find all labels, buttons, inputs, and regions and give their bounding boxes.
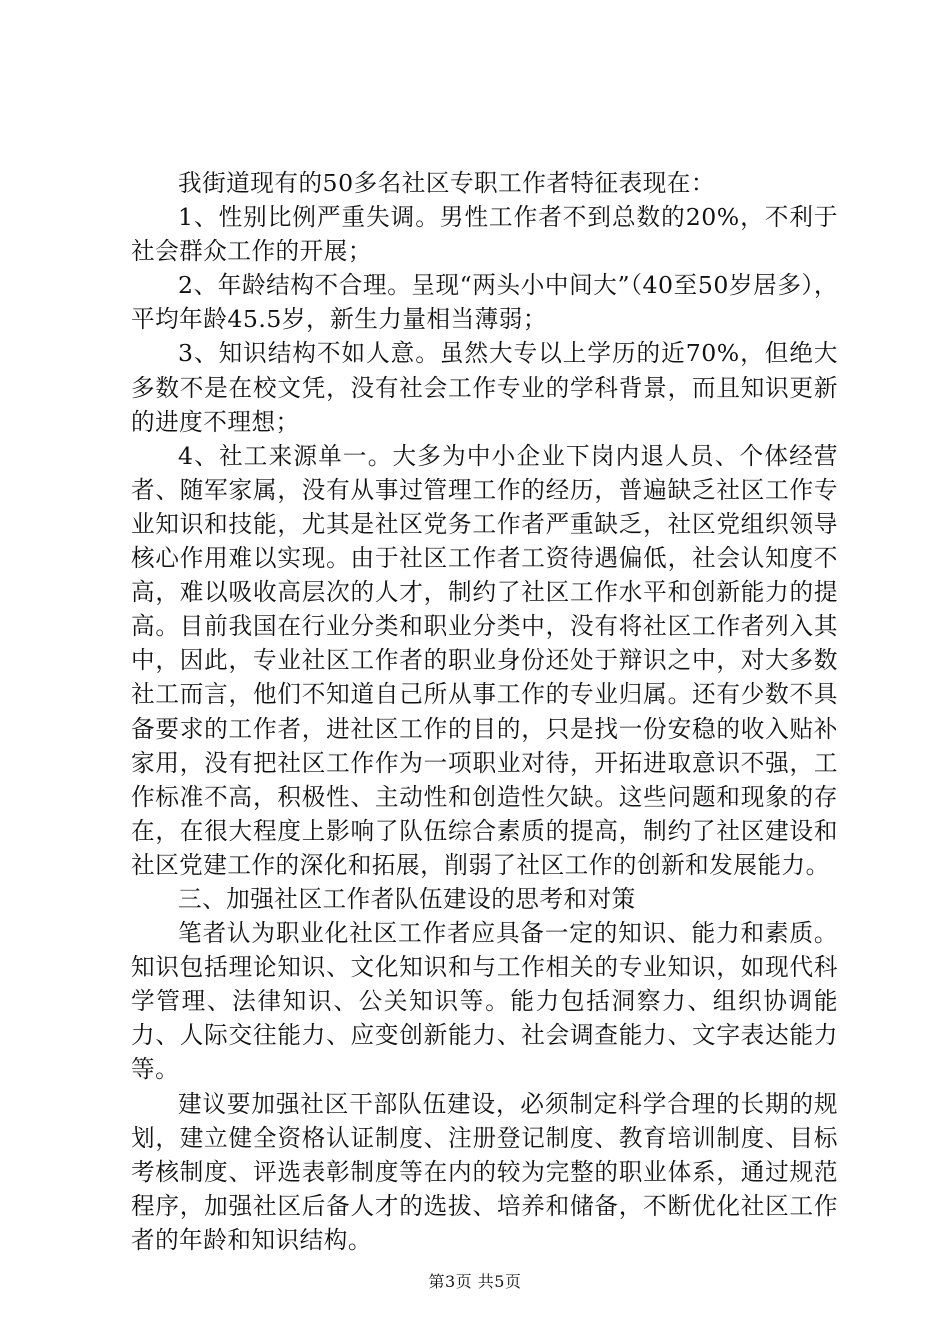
- document-body: [131, 166, 838, 1257]
- paragraph-item-2: 2、年龄结构不合理。呈现“两头小中间大”（40至50岁居多），平均年龄45.5岁，新生力量相当薄弱；: [131, 271, 838, 334]
- paragraph-item-3: 3、知识结构不如人意。虽然大专以上学历的近70%，但绝大多数不是在校文凭，没有社会工作专业的学科背景，而且知识更新的进度不理想；: [131, 339, 838, 436]
- section-heading: 三、加强社区工作者队伍建设的思考和对策: [178, 884, 636, 913]
- paragraph-intro: 我街道现有的50多名社区专职工作者特征表现在：: [178, 169, 715, 197]
- paragraph-competencies: 笔者认为职业化社区工作者应具备一定的知识、能力和素质。知识包括理论知识、文化知识和与工作相关的专业知识，如现代科学管理、法律知识、公关知识等。能力包括洞察力、组织协调能力、人际交往能力、应变创新能力、社会调查能力、文字表达能力等。: [131, 919, 838, 1084]
- paragraph-item-1: 1、性别比例严重失调。男性工作者不到总数的20%，不利于社会群众工作的开展；: [131, 203, 838, 266]
- paragraph-recommendation: 建议要加强社区干部队伍建设，必须制定科学合理的长期的规划，建立健全资格认证制度、注册登记制度、教育培训制度、目标考核制度、评选表彰制度等在内的较为完整的职业体系，通过规范程序，加强社区后备人才的选拔、培养和储备，不断优化社区工作者的年龄和知识结构。: [131, 1089, 838, 1254]
- page-footer: 第3页 共5页: [428, 1272, 522, 1291]
- paragraph-item-4: 4、社工来源单一。大多为中小企业下岗内退人员、个体经营者、随军家属，没有从事过管理工作的经历，普遍缺乏社区工作专业知识和技能，尤其是社区党务工作者严重缺乏，社区党组织领导核心作用难以实现。由于社区工作者工资待遇偏低，社会认知度不高，难以吸收高层次的人才，制约了社区工作水平和创新能力的提高。目前我国在行业分类和职业分类中，没有将社区工作者列入其中，因此，专业社区工作者的职业身份还处于辩识之中，对大多数社工而言，他们不知道自己所从事工作的专业归属。还有少数不具备要求的工作者，进社区工作的目的，只是找一份安稳的收入贴补家用，没有把社区工作作为一项职业对待，开拓进取意识不强，工作标准不高，积极性、主动性和创造性欠缺。这些问题和现象的存在，在很大程度上影响了队伍综合素质的提高，制约了社区建设和社区党建工作的深化和拓展，削弱了社区工作的创新和发展能力。: [131, 441, 838, 879]
